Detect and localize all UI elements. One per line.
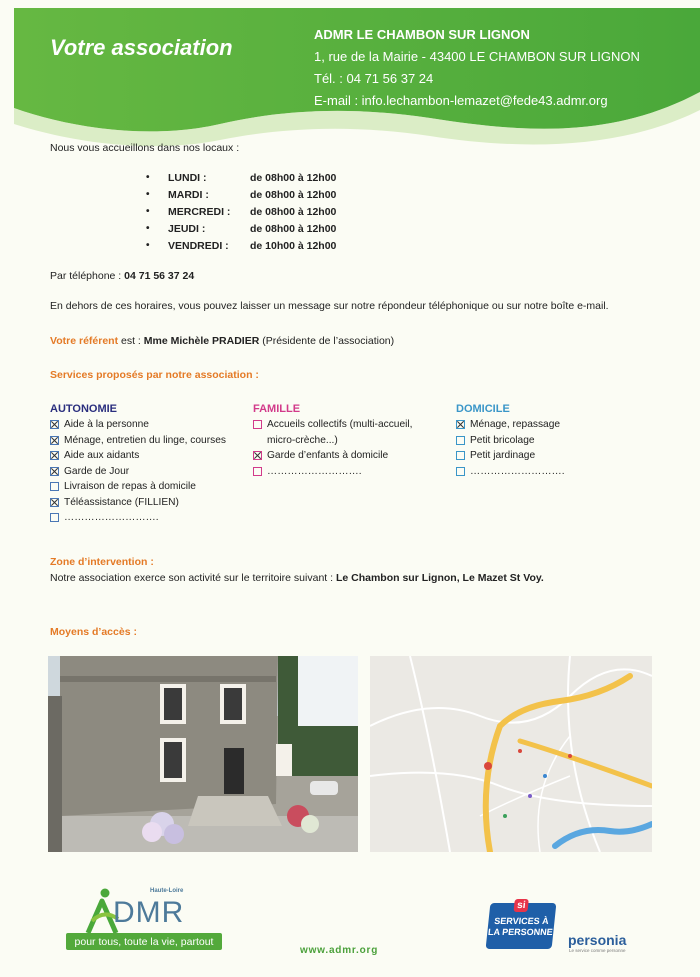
checkbox-checked[interactable] [50, 451, 59, 460]
hours-day: MARDI : [168, 188, 209, 201]
hours-time: de 08h00 à 12h00 [250, 188, 337, 201]
service-item[interactable] [253, 448, 443, 464]
service-label: ………………………. [470, 465, 565, 477]
service-label: Ménage, repassage [470, 419, 561, 430]
referent-mid: est : [118, 335, 144, 347]
checkbox-unchecked[interactable] [456, 467, 465, 476]
service-label: Accueils collectifs (multi-accueil, micro-crèche...) [267, 419, 413, 446]
service-item[interactable] [50, 464, 240, 480]
bullet: • [146, 172, 150, 183]
sap-badge: si [513, 899, 529, 912]
bullet: • [146, 189, 150, 200]
services-a-la-personne-logo [486, 900, 557, 949]
hours-row [146, 203, 336, 220]
sap-line2: LA PERSONNE [487, 927, 554, 937]
service-item[interactable] [50, 479, 240, 495]
sap-line1: SERVICES À [493, 916, 550, 926]
services-famille [253, 403, 443, 479]
checkbox-checked[interactable] [50, 420, 59, 429]
logo-text: DMR [113, 896, 185, 929]
referent-name: Mme Michèle PRADIER [143, 335, 260, 347]
domicile-title: DOMICILE [456, 403, 510, 415]
hours-time: de 08h00 à 12h00 [250, 222, 337, 235]
service-label: Aide à la personne [64, 419, 149, 430]
referent-role: (Présidente de l’association) [259, 335, 395, 347]
street-view-photo[interactable] [48, 656, 358, 852]
checkbox-checked[interactable] [50, 436, 59, 445]
tagline: pour tous, toute la vie, partout [66, 933, 222, 950]
service-label: Garde de Jour [64, 465, 130, 477]
services-title: Services proposés par notre association : [50, 369, 259, 381]
org-phone: Tél. : 04 71 56 37 24 [314, 71, 434, 86]
message-line: En dehors de ces horaires, vous pouvez laisser un message sur notre répondeur téléphonique ou sur notre boîte e-mail. [50, 300, 609, 312]
header-title: Votre association [50, 35, 233, 60]
bullet: • [146, 240, 150, 251]
access-title: Moyens d’accès : [50, 626, 137, 638]
service-label: Petit bricolage [470, 434, 535, 446]
hours-row [146, 186, 336, 203]
referent-line [50, 335, 394, 347]
phone-line [50, 270, 194, 282]
hours-day: LUNDI : [168, 171, 207, 184]
org-address: 1, rue de la Mairie - 43400 LE CHAMBON SUR LIGNON [314, 49, 640, 64]
services-autonomie [50, 403, 240, 526]
hours-time: de 08h00 à 12h00 [250, 171, 337, 184]
service-label: ………………………. [267, 465, 362, 477]
checkbox-checked[interactable] [50, 498, 59, 507]
checkbox-unchecked[interactable] [456, 451, 465, 460]
opening-hours [146, 169, 336, 254]
checkbox-checked[interactable] [50, 467, 59, 476]
bullet: • [146, 223, 150, 234]
service-label: Livraison de repas à domicile [64, 481, 196, 492]
service-item[interactable] [456, 417, 656, 433]
phone-value: 04 71 56 37 24 [124, 270, 195, 282]
hours-row [146, 169, 336, 186]
website-link[interactable]: www.admr.org [300, 945, 379, 956]
service-item[interactable] [456, 448, 656, 464]
hours-day: VENDREDI : [168, 239, 229, 252]
service-item[interactable] [253, 464, 443, 480]
service-label: Petit jardinage [470, 450, 536, 461]
service-item[interactable] [50, 433, 240, 449]
checkbox-unchecked[interactable] [50, 513, 59, 522]
hours-row [146, 220, 336, 237]
location-map[interactable] [370, 656, 652, 852]
service-item[interactable] [50, 510, 240, 526]
checkbox-unchecked[interactable] [50, 482, 59, 491]
org-name: ADMR LE CHAMBON SUR LIGNON [314, 27, 530, 42]
famille-title: FAMILLE [253, 403, 301, 415]
hours-day: MERCREDI : [168, 205, 231, 218]
service-label: Garde d’enfants à domicile [267, 450, 389, 461]
service-item[interactable] [50, 448, 240, 464]
bullet: • [146, 206, 150, 217]
autonomie-title: AUTONOMIE [50, 403, 118, 415]
service-item[interactable] [456, 433, 656, 449]
zone-title: Zone d’intervention : [50, 556, 154, 568]
service-item[interactable] [253, 417, 428, 448]
service-label: ………………………. [64, 512, 159, 523]
phone-label: Par téléphone : [50, 270, 125, 282]
service-label: Téléassistance (FILLIEN) [64, 496, 179, 508]
zone-text: Notre association exerce son activité sur le territoire suivant : [50, 572, 336, 584]
zone-line [50, 572, 544, 584]
checkbox-checked[interactable] [456, 420, 465, 429]
zone-places: Le Chambon sur Lignon, Le Mazet St Voy. [335, 572, 544, 584]
referent-label: Votre référent [50, 335, 119, 347]
service-label: Aide aux aidants [64, 450, 140, 461]
personia-logo: personia [568, 932, 627, 948]
checkbox-unchecked[interactable] [456, 436, 465, 445]
hours-row [146, 237, 336, 254]
header-contact [314, 24, 640, 112]
hours-day: JEUDI : [168, 222, 206, 235]
service-item[interactable] [456, 464, 656, 480]
service-item[interactable] [50, 417, 240, 433]
services-domicile [456, 403, 656, 479]
checkbox-unchecked[interactable] [253, 467, 262, 476]
org-email[interactable]: E-mail : info.lechambon-lemazet@fede43.admr.org [314, 93, 608, 108]
personia-subtitle: Le service comme personne [569, 948, 626, 953]
hours-time: de 10h00 à 12h00 [250, 239, 337, 252]
logo-region: Haute-Loire [150, 888, 184, 894]
service-label: Ménage, entretien du linge, courses [64, 434, 226, 446]
intro-text: Nous vous accueillons dans nos locaux : [50, 142, 240, 154]
checkbox-checked[interactable] [253, 451, 262, 460]
service-item[interactable] [50, 495, 240, 511]
checkbox-unchecked[interactable] [253, 420, 262, 429]
hours-time: de 08h00 à 12h00 [250, 205, 337, 218]
